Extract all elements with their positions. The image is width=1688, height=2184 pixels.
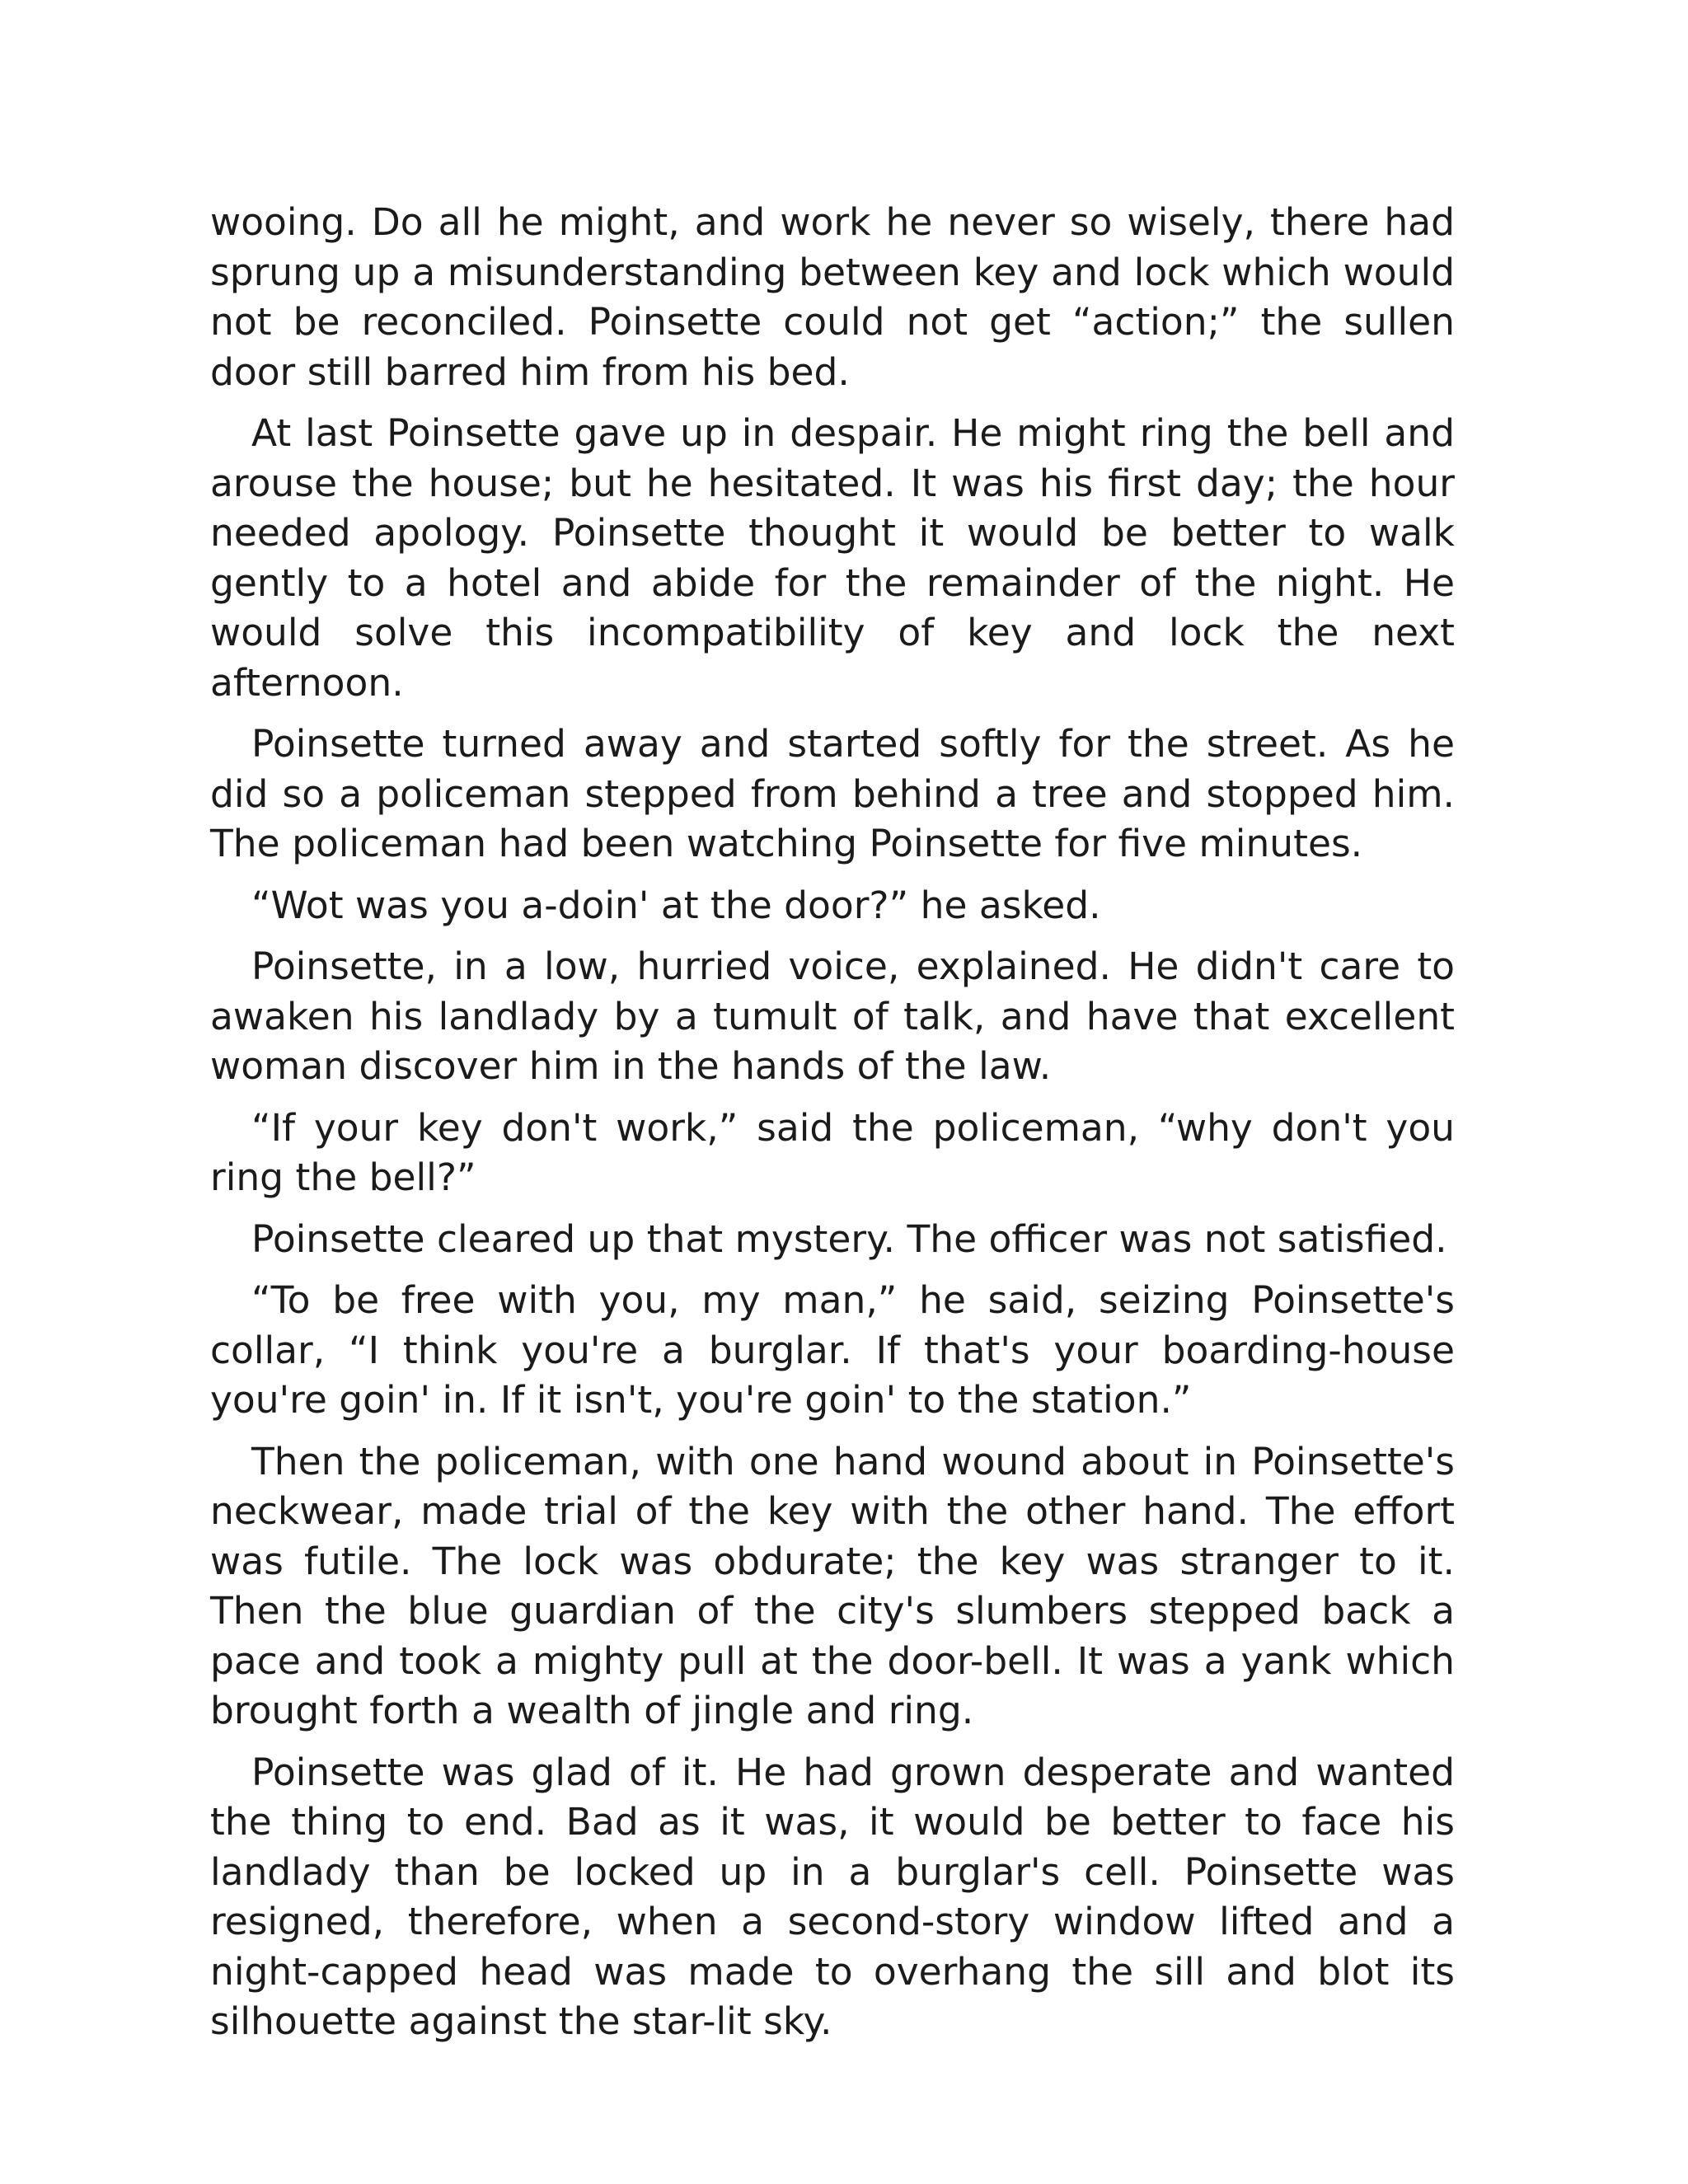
paragraph-8: “To be free with you, my man,” he said, seizing Poinsette's collar, “I think you're a burglar. If that's your boarding-house you're goin' in. If it isn't, you're goin' to the station.” xyxy=(210,1278,1455,1422)
paragraph-4: “Wot was you a-doin' at the door?” he asked. xyxy=(251,883,1101,927)
paragraph-2: At last Poinsette gave up in despair. He might ring the bell and arouse the house; but he hesitated. It was his first day; the hour needed apology. Poinsette thought it would be better to walk gently to a hotel and abide for the remainder of the night. He would solve this incompatibility of key and lock the next afternoon. xyxy=(210,411,1455,705)
paragraph-1: wooing. Do all he might, and work he never so wisely, there had sprung up a misunderstanding between key and lock which would not be reconciled. Poinsette could not get “action;” the sullen door still barred him from his bed. xyxy=(210,200,1455,394)
paragraph-6: “If your key don't work,” said the policeman, “why don't you ring the bell?” xyxy=(210,1105,1455,1199)
paragraph-5: Poinsette, in a low, hurried voice, explained. He didn't care to awaken his landlady by a tumult of talk, and have that excellent woman discover him in the hands of the law. xyxy=(210,944,1455,1088)
paragraph-9: Then the policeman, with one hand wound about in Poinsette's neckwear, made trial of the key with the other hand. The effort was futile. The lock was obdurate; the key was stranger to it. Then the blue guardian of the city's slumbers stepped back a pace and took a mighty pull at the door-bell. It was a yank which brought forth a wealth of jingle and ring. xyxy=(210,1439,1455,1732)
paragraph-7: Poinsette cleared up that mystery. The officer was not satisfied. xyxy=(251,1216,1447,1261)
body-text xyxy=(210,198,1455,2059)
paragraph-3: Poinsette turned away and started softly for the street. As he did so a policeman stepped from behind a tree and stopped him. The policeman had been watching Poinsette for five minutes. xyxy=(210,722,1455,865)
paragraph-10: Poinsette was glad of it. He had grown desperate and wanted the thing to end. Bad as it was, it would be better to face his landlady than be locked up in a burglar's cell. Poinsette was resigned, therefore, when a second-story window lifted and a night-capped head was made to overhang the sill and blot its silhouette against the star-lit sky. xyxy=(210,1750,1455,2043)
